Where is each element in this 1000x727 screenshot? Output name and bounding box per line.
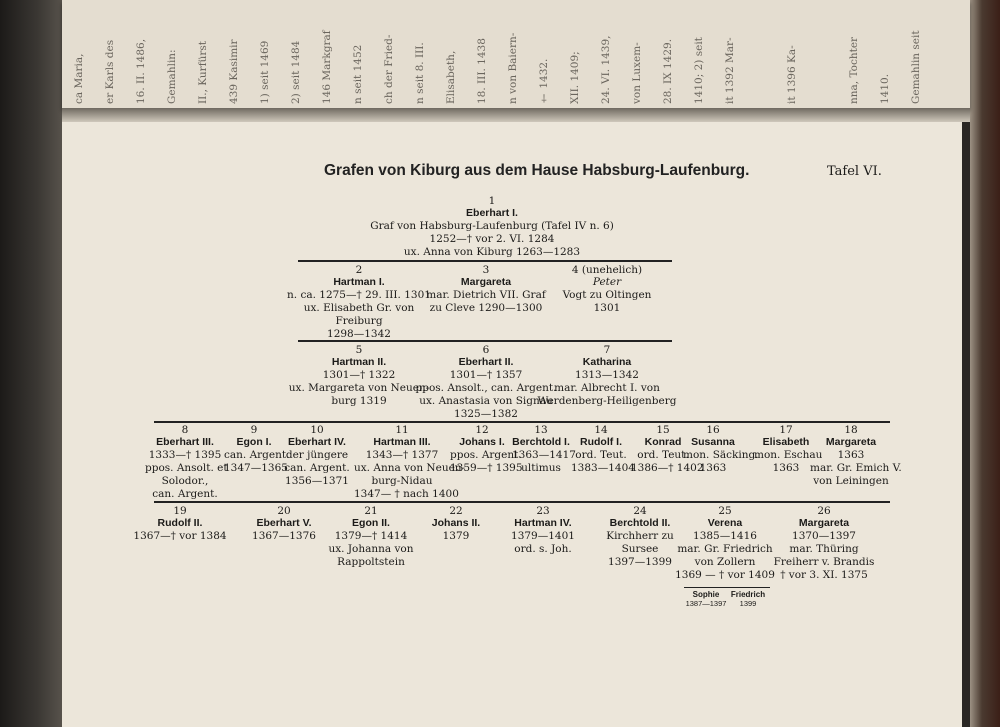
person-detail: mar. Thüring — [789, 543, 859, 555]
person-detail: 1343—† 1377 — [365, 449, 439, 461]
person-detail: 1301 — [593, 302, 621, 314]
person-detail: can. Argent. — [152, 488, 218, 500]
person-name: Sophie — [692, 590, 720, 599]
page-gutter — [62, 108, 970, 122]
previous-page-text: n seit 1452 — [352, 44, 364, 104]
person-detail: 1313—1342 — [575, 369, 639, 381]
person-gen6-2 — [726, 590, 770, 608]
person-detail: 1301—† 1357 — [449, 369, 523, 381]
descent-line-gen5 — [154, 501, 890, 503]
person-name: Verena — [707, 517, 743, 529]
person-number: 4 (unehelich) — [571, 264, 643, 276]
previous-page-text: II., Kurfürst — [197, 41, 209, 104]
person-number: 25 — [718, 505, 732, 517]
previous-page-text: 1410; 2) seit — [693, 37, 705, 104]
person-name: Johans I. — [459, 436, 505, 448]
person-detail: 1379—† 1414 — [334, 530, 408, 542]
person-detail: ord. s. Joh. — [514, 543, 572, 555]
person-detail: mar. Dietrich VII. Graf — [426, 289, 546, 301]
person-name: Peter — [592, 276, 622, 288]
person-name: Eberhart V. — [256, 517, 312, 529]
person-detail: 1385—1416 — [693, 530, 757, 542]
person-detail: Sursee — [621, 543, 659, 555]
previous-page-text: 2) seit 1484 — [290, 40, 302, 104]
previous-page-text: n seit 8. III. — [414, 42, 426, 104]
previous-page-fragment — [62, 0, 970, 108]
person-detail: Freiburg — [335, 315, 383, 327]
person-number: 18 — [844, 424, 858, 436]
person-detail: 1386—† 1402 — [631, 462, 704, 474]
person-number: 21 — [364, 505, 378, 517]
person-number: 10 — [310, 424, 324, 436]
person-number: 15 — [656, 424, 670, 436]
person-detail: von Leiningen — [813, 475, 889, 487]
previous-page-text: n von Baiern- — [507, 32, 519, 104]
person-detail: 1370—1397 — [792, 530, 856, 542]
person-detail: 1363 — [699, 462, 727, 474]
person-number: 11 — [395, 424, 409, 436]
person-detail: burg 1319 — [331, 395, 387, 407]
person-number: 16 — [706, 424, 720, 436]
person-detail: 1367—† vor 1384 — [133, 530, 227, 542]
previous-page-text: nna, Tochter — [848, 36, 860, 104]
previous-page-text: 28. IX 1429. — [662, 38, 674, 104]
person-detail: ppos. Ansolt., can. Argent. — [415, 382, 557, 394]
person-name: Berchtold II. — [609, 517, 671, 529]
person-name: Eberhart IV. — [288, 436, 346, 448]
person-name: Berchtold I. — [512, 436, 570, 448]
person-number: 3 — [482, 264, 490, 276]
person-name: Margareta — [460, 276, 512, 288]
previous-page-text: von Luxem- — [631, 42, 643, 104]
previous-page-text: er Karls des — [104, 39, 116, 104]
person-name: Konrad — [644, 436, 682, 448]
previous-page-text: XII. 1409; — [569, 51, 581, 104]
person-detail: 1333—† 1395 — [148, 449, 222, 461]
person-detail: ppos. Argent. — [450, 449, 522, 461]
descent-line-gen6 — [684, 587, 770, 588]
plate-number: Tafel VI. — [827, 164, 882, 179]
person-detail: 1363—1417 — [512, 449, 576, 461]
person-detail: † vor 3. XI. 1375 — [780, 569, 868, 581]
person-detail: 1363 — [772, 462, 800, 474]
person-name: Susanna — [691, 436, 735, 448]
previous-page-text: ca Maria, — [73, 53, 85, 104]
previous-page-text: it 1392 Mar- — [724, 37, 736, 104]
person-name: Eberhart II. — [458, 356, 514, 368]
previous-page-text: 439 Kasimir — [228, 39, 240, 104]
person-number: 5 — [355, 344, 363, 356]
scanner-frame-left — [0, 0, 62, 727]
person-number: 8 — [181, 424, 189, 436]
person-number: 20 — [277, 505, 291, 517]
person-detail: 1367—1376 — [252, 530, 316, 542]
person-number: 22 — [449, 505, 463, 517]
person-detail: 1383—1404 — [571, 462, 635, 474]
person-detail: Rappoltstein — [337, 556, 405, 568]
person-detail: 1347— † nach 1400 — [354, 488, 459, 500]
previous-page-text: it 1396 Ka- — [786, 45, 798, 104]
person-detail: Vogt zu Oltingen — [562, 289, 652, 301]
person-detail: ux. Anna von Kiburg 1263—1283 — [403, 246, 581, 258]
person-name: Margareta — [825, 436, 877, 448]
person-name: Eberhart I. — [466, 207, 518, 219]
person-name: Hartman I. — [333, 276, 385, 288]
previous-page-text: Elisabeth, — [445, 50, 457, 104]
scanner-frame-right — [970, 0, 1000, 727]
previous-page-text: Gemahlin: — [166, 49, 178, 104]
previous-page-text: 18. III. 1438 — [476, 38, 488, 104]
previous-page-text: 24. VI. 1439, — [600, 35, 612, 104]
person-detail: mar. Gr. Friedrich — [677, 543, 773, 555]
person-detail: 1399 — [739, 599, 757, 608]
person-detail: der jüngere — [285, 449, 349, 461]
person-detail: can. Argent. — [224, 449, 290, 461]
person-detail: burg-Nidau — [371, 475, 433, 487]
person-name: Egon II. — [352, 517, 390, 529]
person-name: Hartman IV. — [514, 517, 572, 529]
person-number: 9 — [250, 424, 258, 436]
person-number: 13 — [534, 424, 548, 436]
person-detail: ux. Anastasia von Signau — [419, 395, 553, 407]
person-detail: ppos. Ansolt. et — [145, 462, 228, 474]
person-detail: ord. Teut. — [637, 449, 689, 461]
person-detail: 1298—1342 — [327, 328, 391, 340]
person-detail: 1359—† 1395 — [450, 462, 523, 474]
person-detail: 1379—1401 — [511, 530, 575, 542]
person-name: Friedrich — [730, 590, 766, 599]
person-detail: 1397—1399 — [608, 556, 672, 568]
person-detail: 1347—1365 — [224, 462, 288, 474]
person-detail: Graf von Habsburg-Laufenburg (Tafel IV n. 6) — [370, 220, 614, 232]
person-name: Katharina — [582, 356, 632, 368]
person-detail: Werdenberg-Heiligenberg — [537, 395, 677, 407]
person-number: 23 — [536, 505, 550, 517]
person-number: 19 — [173, 505, 187, 517]
person-detail: 1379 — [442, 530, 470, 542]
person-detail: mar. Albrecht I. von — [554, 382, 660, 394]
genealogy-page — [62, 122, 962, 727]
person-number: 26 — [817, 505, 831, 517]
person-detail: 1363 — [837, 449, 865, 461]
previous-page-text: 16. II. 1486, — [135, 38, 147, 104]
person-name: Elisabeth — [762, 436, 810, 448]
previous-page-text: 1) seit 1469 — [259, 40, 271, 104]
person-detail: ux. Anna von Neuen- — [354, 462, 466, 474]
person-detail: ux. Margareta von Neuen- — [288, 382, 430, 394]
person-detail: 1387—1397 — [685, 599, 727, 608]
person-name: Rudolf II. — [157, 517, 203, 529]
person-number: 6 — [482, 344, 490, 356]
person-name: Egon I. — [236, 436, 272, 448]
person-gen6-1 — [684, 590, 728, 608]
person-number: 1 — [488, 195, 496, 207]
person-name: Johans II. — [431, 517, 481, 529]
person-name: Hartman II. — [331, 356, 387, 368]
person-detail: Kirchherr zu — [606, 530, 674, 542]
person-detail: 1325—1382 — [454, 408, 518, 420]
person-detail: 1356—1371 — [285, 475, 349, 487]
person-number: 7 — [603, 344, 611, 356]
person-name: Eberhart III. — [156, 436, 214, 448]
person-number: 24 — [633, 505, 647, 517]
person-detail: n. ca. 1275—† 29. III. 1301 — [287, 289, 431, 301]
previous-page-text: † 1432. — [538, 58, 550, 104]
previous-page-text: 1410. — [879, 73, 891, 104]
person-detail: mon. Eschau — [754, 449, 823, 461]
previous-page-text: Gemahlin seit — [910, 30, 922, 104]
person-detail: 1301—† 1322 — [322, 369, 396, 381]
person-detail: mar. Gr. Emich V. — [810, 462, 902, 474]
person-detail: ultimus — [521, 462, 561, 474]
person-detail: Freiherr v. Brandis — [773, 556, 875, 568]
descent-line-gen4 — [154, 421, 890, 423]
person-number: 2 — [355, 264, 363, 276]
person-detail: Solodor., — [161, 475, 209, 487]
person-detail: ord. Teut. — [575, 449, 627, 461]
person-number: 12 — [475, 424, 489, 436]
person-detail: von Zollern — [694, 556, 756, 568]
person-detail: ux. Elisabeth Gr. von — [303, 302, 415, 314]
person-name: Hartman III. — [373, 436, 431, 448]
descent-line-gen2 — [298, 260, 672, 262]
person-detail: mon. Säcking. — [683, 449, 759, 461]
person-detail: zu Cleve 1290—1300 — [429, 302, 543, 314]
person-detail: 1369 — † vor 1409 — [675, 569, 775, 581]
previous-page-text: 146 Markgraf — [321, 30, 333, 104]
person-detail: can. Argent. — [284, 462, 350, 474]
previous-page-text: ch der Fried- — [383, 34, 395, 104]
person-number: 14 — [594, 424, 608, 436]
person-detail: ux. Johanna von — [328, 543, 414, 555]
person-name: Margareta — [798, 517, 850, 529]
page-title: Grafen von Kiburg aus dem Hause Habsburg-Laufenburg. — [324, 162, 750, 179]
person-detail: 1252—† vor 2. VI. 1284 — [429, 233, 555, 245]
person-name: Rudolf I. — [580, 436, 622, 448]
descent-line-gen3 — [298, 340, 672, 342]
person-number: 17 — [779, 424, 793, 436]
